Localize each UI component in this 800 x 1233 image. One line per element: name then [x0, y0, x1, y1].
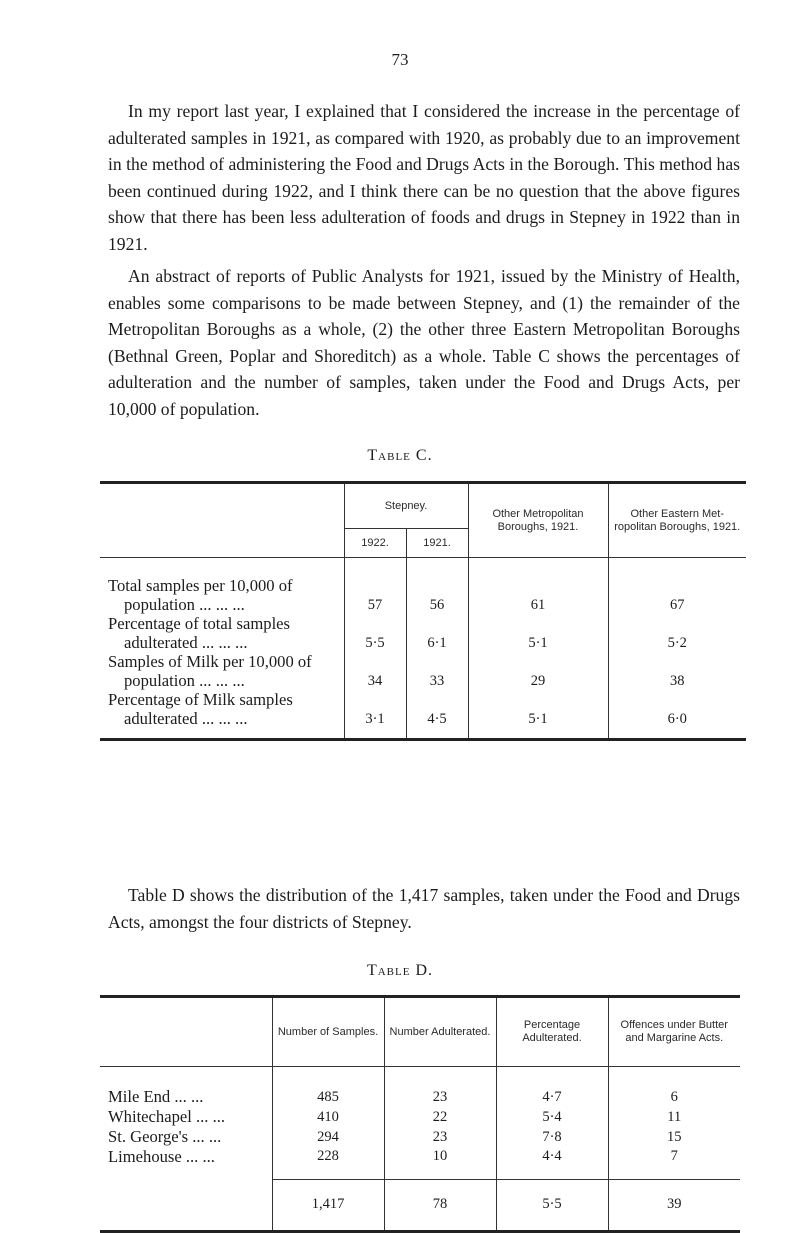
table-c-blank-header [100, 483, 344, 558]
table-d-total-adulterated: 78 [384, 1179, 496, 1231]
table-d-cell-percentage: 5·4 [496, 1107, 608, 1127]
table-c-header-1921: 1921. [406, 529, 468, 558]
table-d-row [100, 1107, 740, 1127]
table-c-row-label: Percentage of Milk samples adulterated ... ... ... [108, 690, 293, 728]
table-c-cell-other-eastern: 38 [608, 652, 746, 690]
table-d-cell-samples: 485 [272, 1067, 384, 1108]
table-d-row [100, 1067, 740, 1108]
table-d-row [100, 1147, 740, 1179]
table-d-cell-offences: 7 [608, 1147, 740, 1179]
table-c-row [100, 690, 746, 740]
table-d-title: Table D. [366, 962, 434, 979]
table-d-header-adulterated: Number Adulterated. [384, 997, 496, 1067]
table-d-row [100, 1127, 740, 1147]
table-d-district: Mile End ... ... [108, 1087, 204, 1106]
table-d-cell-offences: 15 [608, 1127, 740, 1147]
table-c-row [100, 652, 746, 690]
table-d-total-row [100, 1179, 740, 1231]
table-c [100, 481, 746, 741]
table-c-title: Table C. [367, 447, 433, 464]
table-c-cell-1922: 3·1 [344, 690, 406, 740]
table-d-district: St. George's ... ... [108, 1127, 222, 1146]
table-c-header-other-metropolitan: Other Metropolitan Boroughs, 1921. [468, 483, 608, 558]
table-d-header-samples: Number of Samples. [272, 997, 384, 1067]
table-c-cell-other-metro: 29 [468, 652, 608, 690]
table-c-cell-1921: 4·5 [406, 690, 468, 740]
table-d-district: Whitechapel ... ... [108, 1107, 226, 1126]
table-d-cell-percentage: 4·4 [496, 1147, 608, 1179]
table-d-total-label [100, 1179, 272, 1231]
paragraph-abstract-public-analysts: An abstract of reports of Public Analysts for 1921, issued by the Ministry of Health, enables some comparisons to be made between Stepney, and (1) the remainder of the Metropolitan Boroughs as a whole, (2) the other three Eastern Metropolitan Boroughs (Bethnal Green, Poplar and Shoreditch) as a whole. Table C shows the percentages of adulteration and the number of samples, taken under the Food and Drugs Acts, per 10,000 of population. [108, 266, 740, 419]
table-d-cell-samples: 410 [272, 1107, 384, 1127]
table-c-row [100, 614, 746, 652]
table-c-header-stepney: Stepney. [344, 483, 468, 529]
table-d-header-percentage: Percentage Adulterated. [496, 997, 608, 1067]
table-c-row-label: Percentage of total samples adulterated ... ... ... [108, 614, 291, 652]
paragraph-table-d-intro: Table D shows the distribution of the 1,417 samples, taken under the Food and Drugs Acts, amongst the four districts of Stepney. [108, 885, 740, 932]
table-c-row [100, 558, 746, 615]
table-c-header-other-eastern: Other Eastern Met- ropolitan Boroughs, 1921. [608, 483, 746, 558]
table-c-cell-1922: 34 [344, 652, 406, 690]
table-d-cell-samples: 228 [272, 1147, 384, 1179]
table-d-cell-percentage: 4·7 [496, 1067, 608, 1108]
table-d-district: Limehouse ... ... [108, 1147, 215, 1166]
table-d-total-offences: 39 [608, 1179, 740, 1231]
table-d-cell-offences: 6 [608, 1067, 740, 1108]
paragraph-report-last-year: In my report last year, I explained that I considered the increase in the percentage of adulterated samples in 1921, as compared with 1920, as probably due to an improvement in the method of administering the Food and Drugs Acts in the Borough. This method has been continued during 1922, and I think there can be no question that the above figures show that there has been less adulteration of foods and drugs in Stepney in 1922 than in 1921. [108, 101, 740, 254]
table-d-cell-adulterated: 23 [384, 1067, 496, 1108]
table-c-cell-1921: 56 [406, 558, 468, 615]
table-c-cell-other-eastern: 6·0 [608, 690, 746, 740]
table-d-cell-percentage: 7·8 [496, 1127, 608, 1147]
table-d-cell-adulterated: 10 [384, 1147, 496, 1179]
table-d-cell-samples: 294 [272, 1127, 384, 1147]
table-d-blank-header [100, 997, 272, 1067]
table-c-header-1922: 1922. [344, 529, 406, 558]
table-c-cell-other-metro: 61 [468, 558, 608, 615]
table-d-header-offences: Offences under Butter and Margarine Acts. [608, 997, 740, 1067]
table-c-row-label: Total samples per 10,000 of population ... ... ... [108, 576, 293, 614]
table-c-cell-1921: 33 [406, 652, 468, 690]
table-d [100, 995, 740, 1233]
table-d-cell-offences: 11 [608, 1107, 740, 1127]
table-d-cell-adulterated: 23 [384, 1127, 496, 1147]
table-c-cell-1922: 5·5 [344, 614, 406, 652]
table-d-cell-adulterated: 22 [384, 1107, 496, 1127]
table-c-cell-other-eastern: 5·2 [608, 614, 746, 652]
table-c-cell-other-metro: 5·1 [468, 614, 608, 652]
table-c-row-label: Samples of Milk per 10,000 of population ... ... ... [108, 652, 312, 690]
table-c-cell-other-metro: 5·1 [468, 690, 608, 740]
table-c-cell-1921: 6·1 [406, 614, 468, 652]
page-number: 73 [391, 50, 409, 69]
table-d-total-percentage: 5·5 [496, 1179, 608, 1231]
table-c-cell-other-eastern: 67 [608, 558, 746, 615]
table-d-total-samples: 1,417 [272, 1179, 384, 1231]
table-c-cell-1922: 57 [344, 558, 406, 615]
